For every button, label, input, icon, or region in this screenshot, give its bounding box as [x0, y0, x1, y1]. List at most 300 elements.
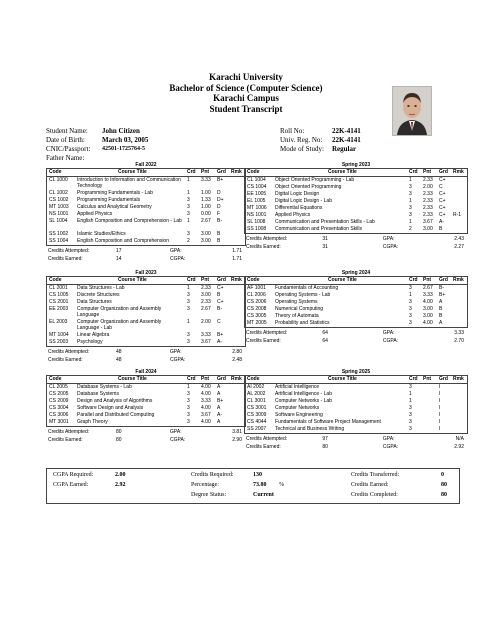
- course-grd: I: [439, 419, 441, 425]
- table-row: [245, 384, 467, 391]
- course-grd: A: [439, 320, 443, 326]
- mode-label: Mode of Study:: [280, 145, 324, 153]
- course-pnt: 2.67: [201, 306, 211, 312]
- course-pnt: 3.33: [423, 292, 433, 298]
- course-grd: C+: [439, 212, 446, 218]
- table-row: [47, 292, 245, 299]
- course-code: NS 1001: [49, 211, 69, 217]
- course-code: EE 1005: [247, 191, 267, 197]
- campus-name: Karachi Campus: [213, 93, 279, 103]
- column-header-pnt: Pnt: [423, 277, 432, 283]
- table-row: [245, 219, 467, 226]
- course-title: Data Structures: [77, 299, 112, 305]
- column-header-grd: Grd: [217, 169, 226, 175]
- course-title: Artificial Intelligence - Lab: [275, 391, 332, 397]
- column-header-rmk: Rmk: [231, 277, 242, 283]
- course-code: AL 2002: [247, 391, 266, 397]
- column-header-title: Course Title: [328, 277, 357, 283]
- course-pnt: 4.00: [423, 299, 433, 305]
- course-grd: C+: [439, 198, 446, 204]
- course-crd: 3: [409, 313, 412, 319]
- column-header-title: Course Title: [118, 277, 147, 283]
- course-crd: 1: [187, 384, 190, 390]
- course-title: Applied Physics: [275, 212, 311, 218]
- course-pnt: 2.33: [201, 285, 211, 291]
- course-pnt: 3.00: [201, 231, 211, 237]
- course-crd: 3: [187, 391, 190, 397]
- course-crd: 3: [409, 384, 412, 390]
- course-crd: 3: [187, 211, 190, 217]
- course-crd: 3: [409, 412, 412, 418]
- course-code: MT 1003: [49, 204, 69, 210]
- course-code: CL 1000: [49, 177, 68, 183]
- reg-label: Univ. Reg. No:: [280, 136, 323, 144]
- course-grd: B: [439, 306, 443, 312]
- column-header-title: Course Title: [118, 376, 147, 382]
- credits-attempted-label: Credits Attempted:: [246, 330, 288, 336]
- table-row: [47, 231, 245, 238]
- course-pnt: 3.67: [423, 219, 433, 225]
- gpa-value: 2.43: [454, 236, 464, 242]
- credits-earned-value: 80: [116, 437, 122, 443]
- course-title: Discrete Structures: [77, 292, 120, 298]
- gpa-label: GPA:: [382, 236, 395, 242]
- semester-table-fall2024: [46, 375, 246, 427]
- course-pnt: 3.33: [201, 332, 211, 338]
- column-header-rmk: Rmk: [231, 169, 242, 175]
- column-header-crd: Crd: [409, 277, 418, 283]
- table-row: [47, 339, 245, 346]
- course-crd: 2: [187, 238, 190, 244]
- table-header: [47, 277, 245, 285]
- semester-stats-spring2023: [244, 236, 468, 252]
- course-code: SL 1008: [247, 219, 266, 225]
- table-row: [245, 285, 467, 292]
- course-title: Digital Logic Design: [275, 191, 320, 197]
- credits-transferred-value: 0: [441, 472, 444, 478]
- column-header-grd: Grd: [439, 277, 448, 283]
- table-row: [47, 391, 245, 398]
- course-title: English Composition and Comprehension - Lab: [77, 218, 182, 224]
- table-row: [47, 211, 245, 218]
- column-header-code: Code: [247, 277, 260, 283]
- table-row: [47, 204, 245, 211]
- course-title: Technical and Business Writing: [275, 426, 345, 432]
- course-pnt: 4.00: [201, 391, 211, 397]
- course-pnt: 4.00: [201, 419, 211, 425]
- semester-title-fall2022: Fall 2022: [135, 162, 157, 168]
- credits-attempted-value: 80: [116, 429, 122, 435]
- table-row: [47, 197, 245, 204]
- gpa-label: GPA:: [170, 429, 182, 435]
- course-pnt: 4.00: [423, 320, 433, 326]
- course-grd: B: [217, 231, 221, 237]
- stats-row: [46, 429, 246, 437]
- course-grd: B: [217, 238, 221, 244]
- course-pnt: 3.00: [423, 306, 433, 312]
- column-header-crd: Crd: [409, 376, 418, 382]
- course-pnt: 2.33: [423, 212, 433, 218]
- table-row: [47, 190, 245, 197]
- course-pnt: 2.00: [201, 319, 211, 325]
- course-crd: 1: [187, 190, 190, 196]
- table-header: [245, 376, 467, 384]
- course-grd: A: [217, 384, 221, 390]
- course-crd: 3: [409, 426, 412, 432]
- stats-row: [244, 236, 468, 244]
- course-pnt: 3.67: [201, 339, 211, 345]
- course-grd: B+: [217, 332, 224, 338]
- semester-stats-spring2025: [244, 436, 468, 452]
- course-crd: 3: [187, 204, 190, 210]
- course-code: EL 2003: [49, 319, 68, 325]
- course-grd: A: [217, 391, 221, 397]
- course-code: CL 1002: [49, 190, 68, 196]
- course-crd: 3: [187, 197, 190, 203]
- course-title: Data Structures - Lab: [77, 285, 125, 291]
- course-title: Computer Organization and Assembly Language: [77, 306, 162, 318]
- cgpa-label: CGPA:: [382, 244, 399, 250]
- gpa-value: 2.80: [232, 349, 242, 355]
- course-title: Calculus and Analytical Geometry: [77, 204, 152, 210]
- credits-earned-label: Credits Earned:: [48, 437, 83, 443]
- father-name-label: Father Name:: [46, 154, 85, 162]
- document-title: Student Transcript: [209, 103, 283, 114]
- table-row: [47, 384, 245, 391]
- credits-earned-label: Credits Earned:: [48, 357, 83, 363]
- cgpa-label: CGPA:: [170, 437, 186, 443]
- table-row: [245, 177, 467, 184]
- university-name: Karachi University: [209, 72, 283, 82]
- credits-attempted-value: 31: [322, 236, 328, 242]
- course-grd: A-: [439, 219, 444, 225]
- course-title: Database Systems - Lab: [77, 384, 132, 390]
- table-row: [245, 212, 467, 219]
- table-row: [245, 398, 467, 405]
- stats-row: [46, 357, 246, 365]
- credits-earned-value: 64: [322, 338, 328, 344]
- course-grd: B-: [217, 306, 222, 312]
- table-row: [245, 306, 467, 313]
- semester-title-spring2025: Spring 2025: [341, 369, 371, 375]
- course-pnt: 2.33: [423, 177, 433, 183]
- degree-status-value: Current: [253, 492, 274, 498]
- course-crd: 3: [409, 191, 412, 197]
- column-header-title: Course Title: [328, 376, 357, 382]
- gpa-label: GPA:: [170, 349, 182, 355]
- course-title: Artificial Intelligence: [275, 384, 320, 390]
- column-header-title: Course Title: [328, 169, 357, 175]
- student-name-label: Student Name:: [46, 127, 88, 135]
- column-header-pnt: Pnt: [423, 376, 432, 382]
- table-row: [245, 320, 467, 327]
- column-header-rmk: Rmk: [453, 277, 464, 283]
- course-title: Operating Systems: [275, 299, 318, 305]
- course-rmk: R-1: [453, 212, 462, 218]
- course-grd: B: [439, 313, 443, 319]
- course-grd: I: [439, 391, 441, 397]
- credits-earned-label: Credits Earned:: [246, 444, 281, 450]
- table-row: [245, 412, 467, 419]
- course-crd: 3: [409, 419, 412, 425]
- course-title: Software Design and Analysis: [77, 405, 144, 411]
- course-crd: 1: [409, 292, 412, 298]
- credits-earned-value: 14: [116, 256, 122, 262]
- course-pnt: 1.00: [201, 190, 211, 196]
- course-title: Database Systems: [77, 391, 119, 397]
- program-name: Bachelor of Science (Computer Science): [169, 82, 323, 93]
- course-code: AF 1001: [247, 285, 266, 291]
- course-grd: I: [439, 384, 441, 390]
- table-row: [245, 198, 467, 205]
- course-grd: C+: [439, 205, 446, 211]
- semester-table-spring2024: [244, 276, 468, 328]
- course-code: CL 1004: [247, 177, 266, 183]
- cnic-label: CNIC/Passport:: [46, 145, 91, 153]
- semester-title-fall2023: Fall 2023: [135, 270, 157, 276]
- table-row: [47, 332, 245, 339]
- column-header-crd: Crd: [187, 376, 196, 382]
- course-code: CS 4044: [247, 419, 267, 425]
- course-pnt: 0.00: [201, 211, 211, 217]
- course-grd: A-: [217, 339, 222, 345]
- column-header-grd: Grd: [217, 277, 226, 283]
- course-crd: 3: [409, 405, 412, 411]
- course-title: Communication and Presentation Skills: [275, 226, 362, 232]
- credits-attempted-label: Credits Attempted:: [48, 429, 90, 435]
- course-pnt: 2.67: [423, 285, 433, 291]
- course-code: SS 2007: [247, 426, 267, 432]
- course-crd: 3: [187, 339, 190, 345]
- credits-completed-label: Credits Completed:: [351, 492, 398, 498]
- cgpa-required-label: CGPA Required:: [53, 472, 94, 478]
- course-pnt: 2.33: [423, 191, 433, 197]
- credits-attempted-label: Credits Attempted:: [246, 236, 288, 242]
- course-grd: C: [217, 319, 221, 325]
- cgpa-label: CGPA:: [170, 357, 186, 363]
- course-code: CS 3005: [247, 313, 267, 319]
- reg-value: 22K-4141: [332, 136, 361, 144]
- course-title: Object Oriented Programming - Lab: [275, 177, 355, 183]
- cgpa-value: 2.90: [232, 437, 242, 443]
- course-crd: 3: [409, 320, 412, 326]
- table-row: [47, 238, 245, 245]
- course-code: CS 1005: [49, 292, 69, 298]
- course-code: SS 1002: [49, 231, 69, 237]
- percentage-unit: %: [279, 482, 284, 488]
- transcript-summary: [46, 468, 460, 504]
- course-code: SS 2003: [49, 339, 69, 345]
- course-grd: D: [217, 204, 221, 210]
- course-code: CS 3006: [49, 412, 69, 418]
- credits-required-label: Credits Required:: [191, 472, 234, 478]
- column-header-crd: Crd: [187, 277, 196, 283]
- table-row: [245, 226, 467, 233]
- course-title: Parallel and Distributed Computing: [77, 412, 155, 418]
- semester-table-spring2023: [244, 168, 468, 234]
- table-row: [245, 405, 467, 412]
- stats-row: [244, 330, 468, 338]
- course-title: Software Engineering: [275, 412, 323, 418]
- course-crd: 1: [409, 177, 412, 183]
- table-row: [47, 306, 245, 319]
- table-header: [47, 376, 245, 384]
- course-title: Computer Networks - Lab: [275, 398, 332, 404]
- course-title: Fundamentals of Accounting: [275, 285, 339, 291]
- course-grd: B+: [439, 292, 446, 298]
- course-crd: 3: [187, 306, 190, 312]
- column-header-rmk: Rmk: [231, 376, 242, 382]
- course-grd: C: [439, 184, 443, 190]
- credits-earned-label: Credits Earned:: [246, 338, 281, 344]
- course-code: CS 1004: [247, 184, 267, 190]
- column-header-code: Code: [49, 277, 62, 283]
- credits-earned-label: Credits Earned:: [246, 244, 281, 250]
- course-code: CS 2001: [49, 299, 69, 305]
- column-header-code: Code: [49, 376, 62, 382]
- course-grd: B+: [217, 177, 224, 183]
- stats-row: [244, 338, 468, 346]
- semester-stats-fall2024: [46, 429, 246, 445]
- cgpa-earned-value: 2.92: [115, 482, 126, 488]
- stats-row: [46, 437, 246, 445]
- credits-attempted-value: 48: [116, 349, 122, 355]
- course-pnt: 3.00: [201, 238, 211, 244]
- course-title: Differential Equations: [275, 205, 323, 211]
- course-grd: B: [439, 226, 443, 232]
- course-grd: B-: [217, 218, 222, 224]
- cgpa-value: 2.70: [454, 338, 464, 344]
- stats-row: [244, 444, 468, 452]
- credits-earned-label: Credits Earned:: [351, 482, 389, 488]
- course-code: CS 2009: [49, 398, 69, 404]
- course-grd: A: [217, 419, 221, 425]
- course-pnt: 3.33: [201, 398, 211, 404]
- course-crd: 2: [409, 226, 412, 232]
- credits-earned-value: 31: [322, 244, 328, 250]
- course-crd: 3: [409, 184, 412, 190]
- course-pnt: 2.00: [423, 184, 433, 190]
- course-title: Object Oriented Programming: [275, 184, 342, 190]
- course-grd: B+: [217, 398, 224, 404]
- credits-earned-value: 80: [322, 444, 328, 450]
- course-title: Applied Physics: [77, 211, 113, 217]
- dob-value: March 03, 2005: [102, 136, 149, 144]
- credits-completed-value: 80: [441, 492, 447, 498]
- course-grd: C+: [217, 285, 224, 291]
- cgpa-label: CGPA:: [382, 338, 399, 344]
- course-grd: B-: [439, 285, 444, 291]
- column-header-pnt: Pnt: [201, 277, 210, 283]
- course-code: CS 3009: [247, 412, 267, 418]
- course-grd: D: [217, 190, 221, 196]
- gpa-label: GPA:: [170, 248, 182, 254]
- gpa-value: 3.33: [454, 330, 464, 336]
- course-code: CL 2005: [49, 384, 68, 390]
- credits-transferred-label: Credits Transferred:: [351, 472, 400, 478]
- table-row: [245, 313, 467, 320]
- table-row: [47, 285, 245, 292]
- semester-stats-fall2023: [46, 349, 246, 365]
- course-title: Digital Logic Design - Lab: [275, 198, 332, 204]
- course-crd: 3: [187, 412, 190, 418]
- gpa-label: GPA:: [382, 436, 395, 442]
- semester-table-spring2025: [244, 375, 468, 434]
- stats-row: [46, 349, 246, 357]
- credits-required-value: 130: [253, 472, 262, 478]
- degree-status-label: Degree Status:: [191, 492, 227, 498]
- semester-table-fall2023: [46, 276, 246, 347]
- table-row: [47, 412, 245, 419]
- table-row: [47, 398, 245, 405]
- course-pnt: 2.33: [423, 198, 433, 204]
- course-pnt: 4.00: [201, 384, 211, 390]
- course-grd: C+: [217, 299, 224, 305]
- course-grd: I: [439, 398, 441, 404]
- course-crd: 3: [409, 306, 412, 312]
- column-header-grd: Grd: [439, 169, 448, 175]
- course-grd: C+: [439, 191, 446, 197]
- course-pnt: 2.67: [201, 218, 211, 224]
- course-crd: 3: [187, 419, 190, 425]
- column-header-code: Code: [247, 376, 260, 382]
- course-code: CS 1002: [49, 197, 69, 203]
- course-code: NS 1001: [247, 212, 267, 218]
- mode-value: Regular: [332, 145, 357, 153]
- dob-label: Date of Birth:: [46, 136, 85, 144]
- course-pnt: 2.33: [423, 205, 433, 211]
- table-header: [245, 169, 467, 177]
- course-crd: 1: [187, 319, 190, 325]
- course-title: Operating Systems - Lab: [275, 292, 331, 298]
- table-row: [245, 191, 467, 198]
- cgpa-earned-label: CGPA Earned:: [53, 482, 89, 488]
- course-code: CL 2006: [247, 292, 266, 298]
- semester-stats-spring2024: [244, 330, 468, 346]
- course-crd: 1: [187, 177, 190, 183]
- cgpa-required-value: 2.00: [115, 472, 126, 478]
- credits-earned-label: Credits Earned:: [48, 256, 83, 262]
- gpa-value: 3.81: [232, 429, 242, 435]
- course-crd: 3: [187, 405, 190, 411]
- course-grd: I: [439, 426, 441, 432]
- percentage-value: 73.80: [253, 482, 267, 488]
- table-row: [245, 205, 467, 212]
- course-grd: I: [439, 412, 441, 418]
- course-grd: A: [439, 299, 443, 305]
- course-title: Fundamentals of Software Project Management: [275, 419, 381, 425]
- roll-label: Roll No:: [280, 127, 305, 135]
- course-code: SS 1004: [49, 238, 69, 244]
- gpa-label: GPA:: [382, 330, 395, 336]
- semester-title-spring2024: Spring 2024: [341, 270, 371, 276]
- course-title: Numerical Computing: [275, 306, 324, 312]
- course-crd: 3: [409, 299, 412, 305]
- course-crd: 3: [187, 299, 190, 305]
- cgpa-value: 2.27: [454, 244, 464, 250]
- table-row: [245, 292, 467, 299]
- column-header-grd: Grd: [439, 376, 448, 382]
- course-code: CL 3001: [247, 398, 266, 404]
- stats-row: [46, 256, 246, 264]
- course-crd: 1: [187, 218, 190, 224]
- course-crd: 1: [409, 198, 412, 204]
- course-pnt: 3.00: [423, 226, 433, 232]
- course-title: English Composition and Comprehension: [77, 238, 169, 244]
- course-pnt: 1.33: [201, 197, 211, 203]
- course-pnt: 2.33: [201, 299, 211, 305]
- course-grd: D+: [217, 197, 224, 203]
